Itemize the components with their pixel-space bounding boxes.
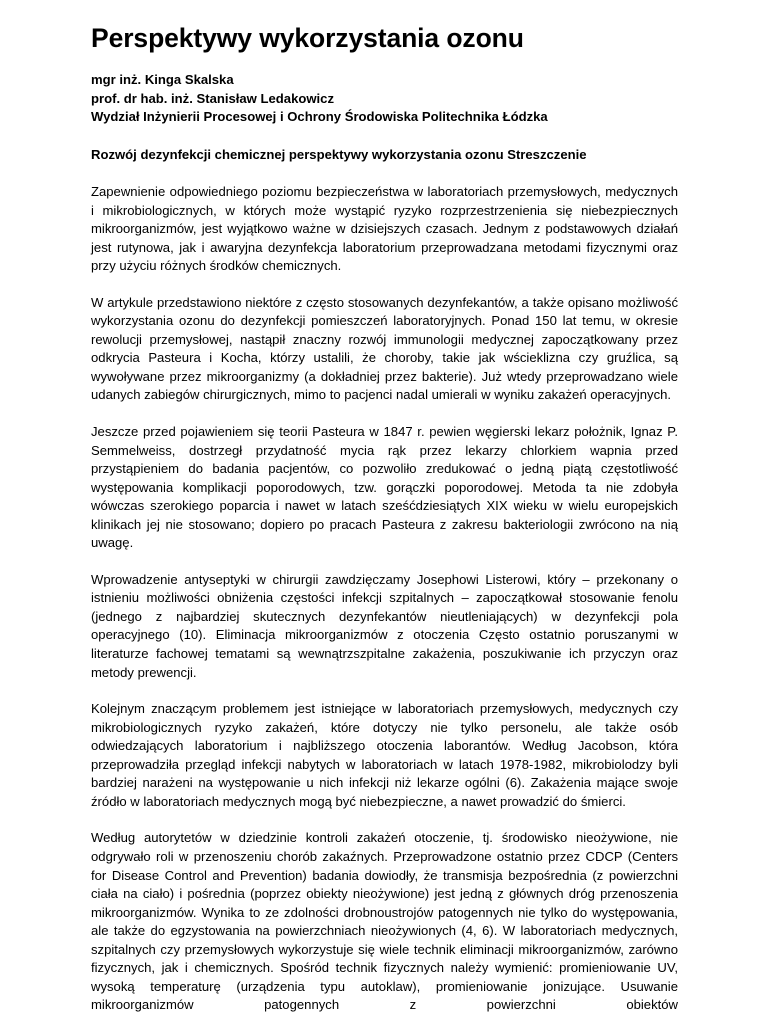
body-paragraph: W artykule przedstawiono niektóre z często stosowanych dezynfekantów, a także opisano możliwość wykorzystania ozonu do dezynfekcji pomieszczeń laboratoryjnych. Ponad 150 lat temu, w okresie rewolucji przemysłowej, nastąpił znaczny rozwój immunologii medycznej zapoczątkowany przez odkrycia Pasteura i Kocha, którzy ustalili, że choroby, takie jak wścieklizna czy gruźlica, są wywoływane przez mikroorganizmy (a dokładniej przez bakterie). Już wtedy przeprowadzano wiele udanych zabiegów chirurgicznych, mimo to pacjenci nadal umierali w wyniku zakażeń operacyjnych. [91, 294, 678, 403]
body-paragraph: Jeszcze przed pojawieniem się teorii Pasteura w 1847 r. pewien węgierski lekarz położnik, Ignaz P. Semmelweiss, dostrzegł przydatność mycia rąk przez lekarzy chlorkiem wapnia przed przystąpieniem do badania pacjentów, co pozwoliło zredukować o jedną piątą częstotliwość występowania komplikacji poporodowych, tzw. gorączki poporodowej. Metoda ta nie zdobyła wówczas szerokiego poparcia i nawet w latach sześćdziesiątych XIX wieku w wielu europejskich klinikach jej nie stosowano; dopiero po pracach Pasteura z zakresu bakteriologii zwrócono na nią uwagę. [91, 424, 678, 551]
author-line: mgr inż. Kinga Skalska [91, 72, 234, 87]
author-line: prof. dr hab. inż. Stanisław Ledakowicz [91, 90, 335, 106]
document-page [91, 22, 678, 1015]
body-paragraph: Zapewnienie odpowiedniego poziomu bezpieczeństwa w laboratoriach przemysłowych, medycznych i mikrobiologicznych, w których może wystąpić ryzyko rozprzestrzenienia się niebezpiecznych mikroorganizmów, jest wyjątkowo ważne w dzisiejszych czasach. Jednym z podstawowych działań jest rutynowa, jak i awaryjna dezynfekcja laboratorium przeprowadzana metodami fizycznymi oraz przy użyciu różnych środków chemicznych. [91, 184, 678, 274]
body-paragraph: Wprowadzenie antyseptyki w chirurgii zawdzięczamy Josephowi Listerowi, który – przekonany o istnieniu możliwości obniżenia częstości infekcji szpitalnych – zapoczątkował stosowanie fenolu (jednego z najbardziej skutecznych dezynfekantów nieutleniających) w dezynfekcji pola operacyjnego (10). Eliminacja mikroorganizmów z otoczenia Często ostatnio poruszanymi w literaturze fachowej tematami są wewnątrzszpitalne zakażenia, poszukiwanie ich przyczyn oraz metody prewencji. [91, 571, 678, 680]
section-heading: Rozwój dezynfekcji chemicznej perspektywy wykorzystania ozonu Streszczenie [91, 146, 587, 162]
author-block [91, 71, 678, 127]
affiliation-line: Wydział Inżynierii Procesowej i Ochrony Środowiska Politechnika Łódzka [91, 109, 548, 124]
body-paragraph: Według autorytetów w dziedzinie kontroli zakażeń otoczenie, tj. środowisko nieożywione, nie odgrywało roli w przenoszeniu chorób zakaźnych. Przeprowadzone ostatnio przez CDCP (Centers for Disease Control and Prevention) badania dowiodły, że transmisja bezpośrednia (z powierzchni ciała na ciało) i pośrednia (poprzez obiekty nieożywione) jest jedną z głównych dróg przenoszenia mikroorganizmów. Wynika to ze zdolności drobnoustrojów patogennych nie tylko do występowania, ale także do egzystowania na powierzchniach nieożywionych (4, 6). W laboratoriach medycznych, szpitalnych czy przemysłowych wykorzystuje się wiele technik eliminacji mikroorganizmów, zarówno fizycznych, jak i chemicznych. Spośród technik fizycznych należy wymienić: promieniowanie UV, wysoką temperaturę (urządzenia typu autoklaw), promieniowanie jonizujące. Usuwanie mikroorganizmów patogennych z powierzchni obiektów [91, 830, 678, 1013]
body-paragraph: Kolejnym znaczącym problemem jest istniejące w laboratoriach przemysłowych, medycznych czy mikrobiologicznych ryzyko zakażeń, które dotyczy nie tylko personelu, ale także osób odwiedzających laboratorium i najbliższego otoczenia laborantów. Według Jacobson, która przeprowadziła przegląd infekcji nabytych w laboratoriach w latach 1978-1982, mikrobiolodzy byli bardziej narażeni na występowanie u nich infekcji niż lekarze ogólni (6). Zakażenia mające swoje źródło w laboratoriach medycznych mogą być niebezpieczne, a nawet prowadzić do śmierci. [91, 701, 678, 809]
document-title: Perspektywy wykorzystania ozonu [91, 23, 524, 53]
